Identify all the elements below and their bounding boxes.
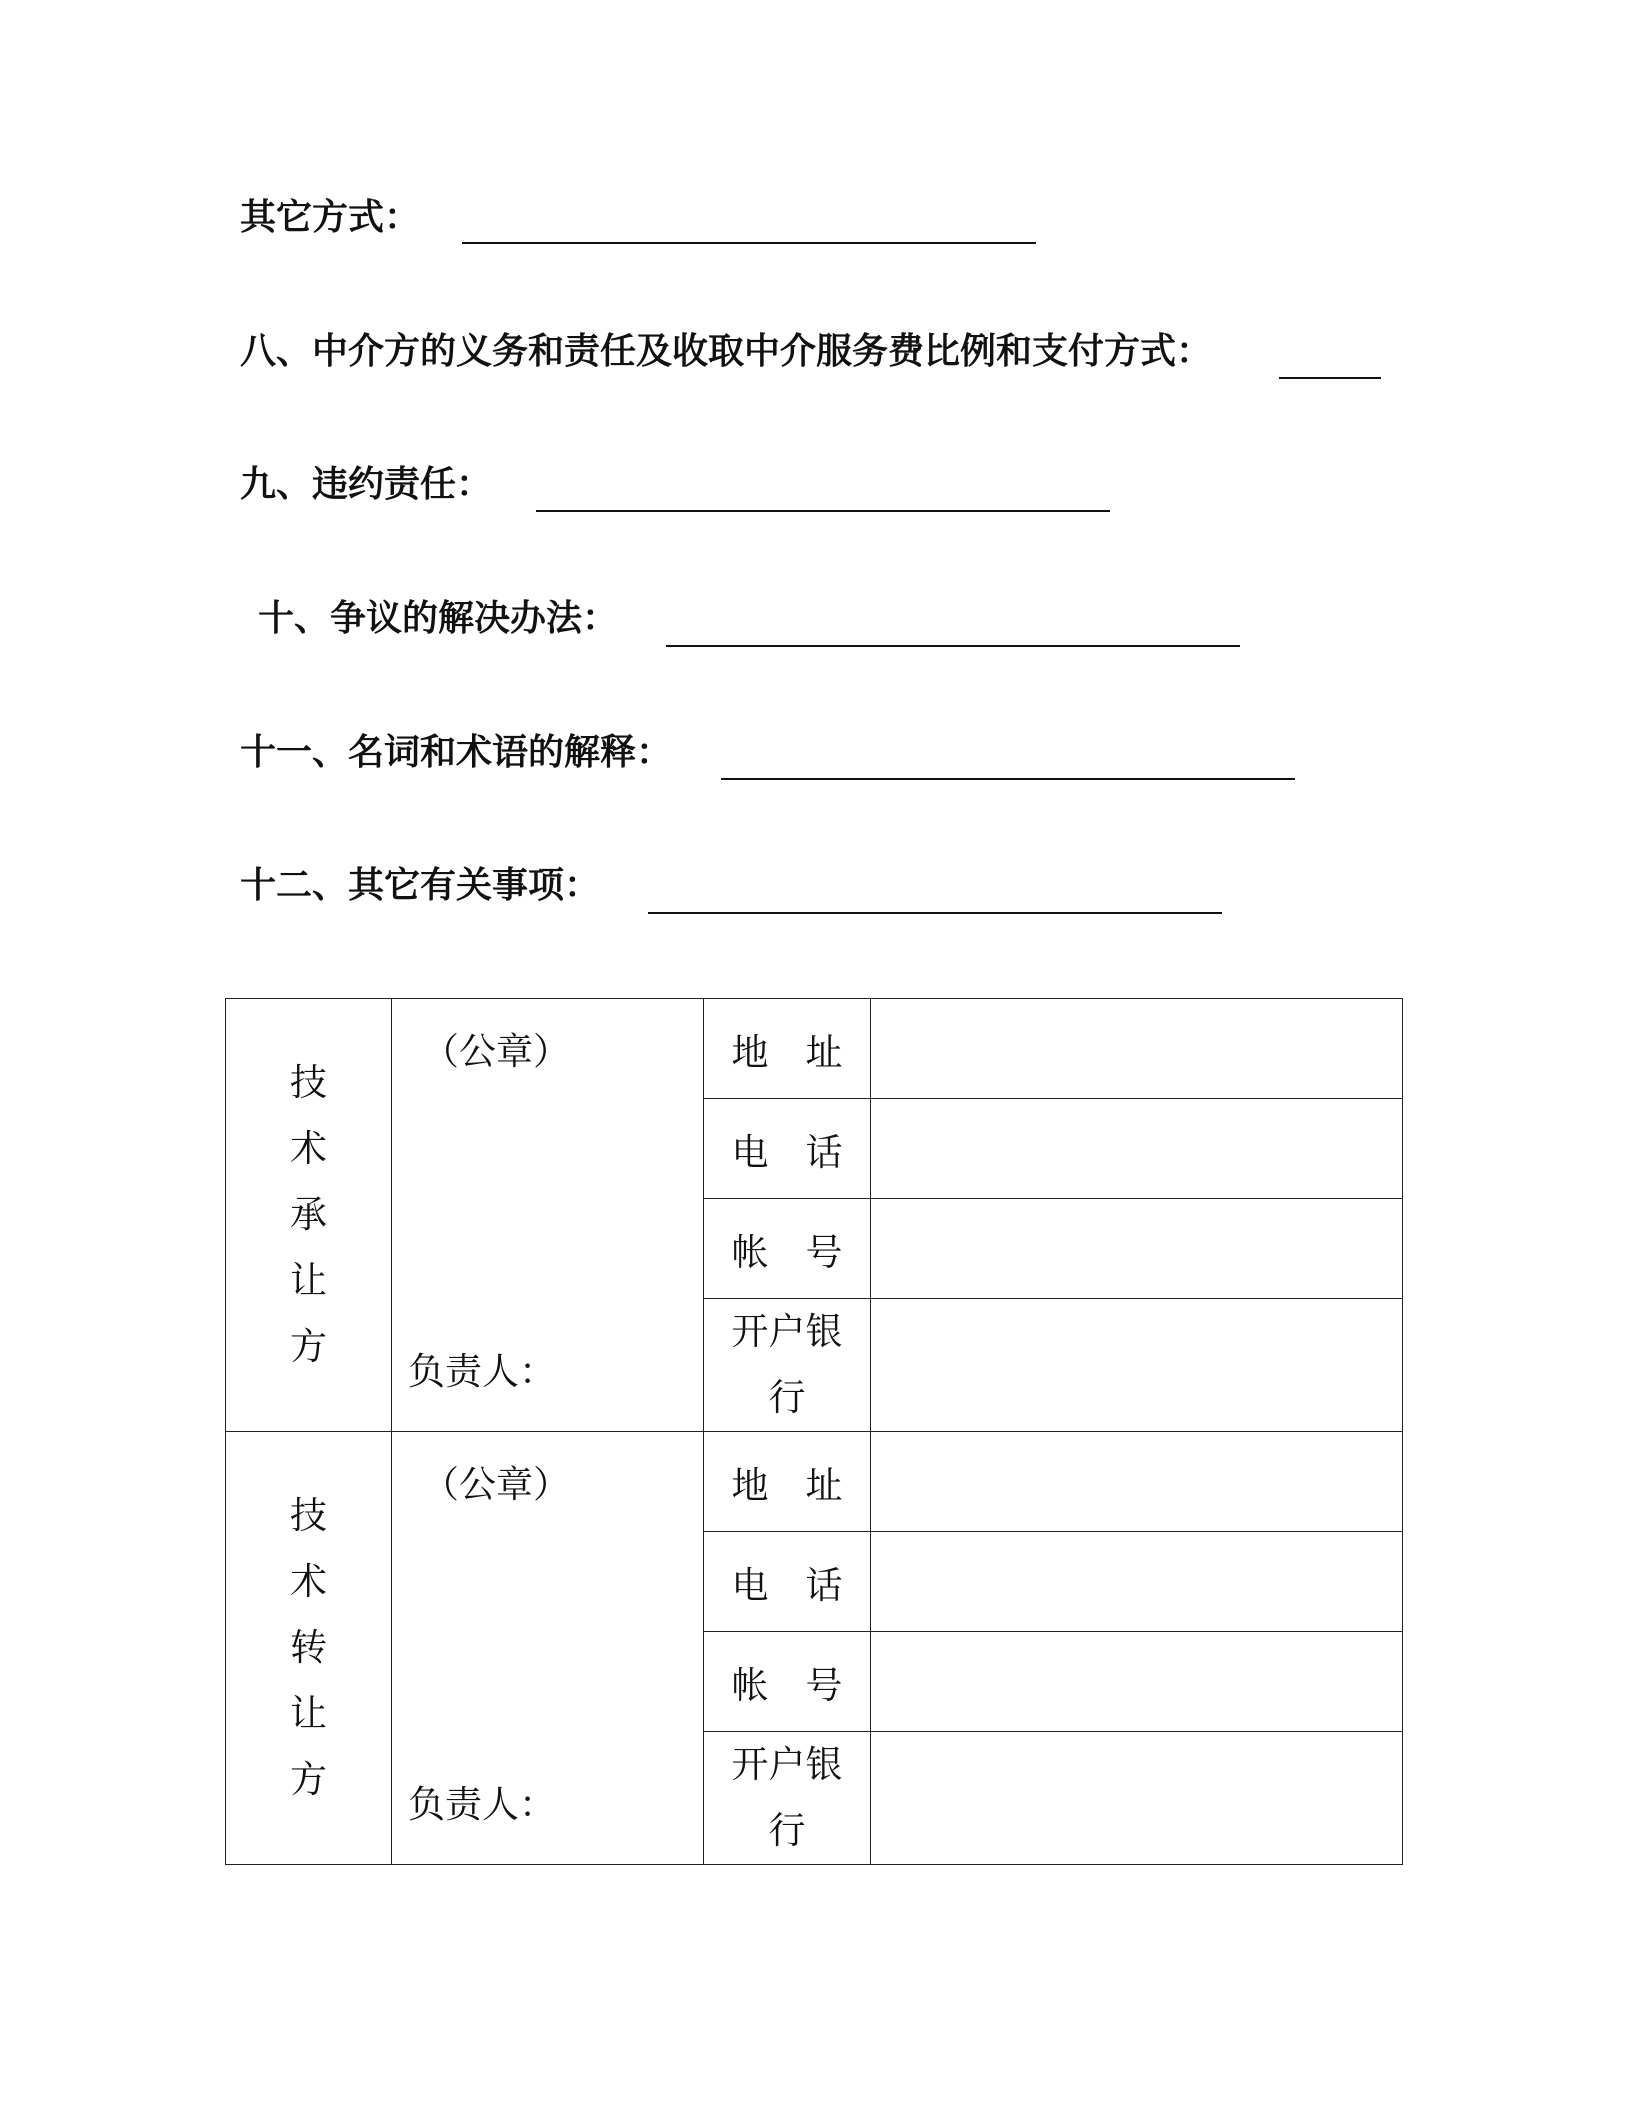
party-name-char: 让	[290, 1259, 327, 1302]
bank-label-line2: 行	[768, 1376, 806, 1419]
responsible-person-label: 负责人：	[408, 1350, 556, 1393]
party-name-char: 技	[290, 1061, 327, 1104]
party-1-account-value[interactable]	[871, 1199, 1403, 1299]
party-1-phone-value[interactable]	[871, 1099, 1403, 1199]
clause-11: 十一、名词和术语的解释：	[240, 732, 673, 773]
responsible-person-label: 负责人：	[408, 1783, 556, 1826]
clause-10: 十、争议的解决办法：	[258, 598, 619, 639]
party-2-account-value[interactable]	[871, 1632, 1403, 1732]
party-name-char: 术	[290, 1560, 327, 1603]
party-2-bank-value[interactable]	[871, 1732, 1403, 1865]
party-2-name	[226, 1432, 392, 1865]
account-label: 帐 号	[704, 1199, 871, 1299]
party-2-phone-value[interactable]	[871, 1532, 1403, 1632]
phone-label: 电 话	[704, 1532, 871, 1632]
seal-label: （公章）	[422, 1463, 570, 1506]
party-2-seal-cell[interactable]	[392, 1432, 704, 1865]
party-name-char: 方	[290, 1758, 327, 1801]
clause-8-blank[interactable]	[1279, 377, 1381, 379]
party-name-char: 让	[290, 1692, 327, 1735]
account-label: 帐 号	[704, 1632, 871, 1732]
clause-11-blank[interactable]	[721, 778, 1295, 780]
party-2-address-value[interactable]	[871, 1432, 1403, 1532]
party-2-address-row	[226, 1432, 1403, 1532]
bank-label-line1: 开户银	[731, 1310, 843, 1353]
clause-9: 九、违约责任：	[240, 464, 493, 505]
party-1-address-row	[226, 999, 1403, 1099]
party-name-char: 承	[290, 1193, 327, 1236]
bank-label	[704, 1732, 871, 1865]
other-methods-blank[interactable]	[462, 242, 1036, 244]
party-1-name	[226, 999, 392, 1432]
bank-label	[704, 1299, 871, 1432]
bank-label-line2: 行	[768, 1809, 806, 1852]
phone-label: 电 话	[704, 1099, 871, 1199]
party-name-char: 技	[290, 1494, 327, 1537]
clause-8: 八、中介方的义务和责任及收取中介服务费比例和支付方式：	[240, 331, 1213, 372]
bank-label-line1: 开户银	[731, 1743, 843, 1786]
clause-12: 十二、其它有关事项：	[240, 865, 601, 906]
party-1-seal-cell[interactable]	[392, 999, 704, 1432]
signature-table	[225, 998, 1403, 1865]
party-name-char: 术	[290, 1127, 327, 1170]
party-1-address-value[interactable]	[871, 999, 1403, 1099]
clause-12-blank[interactable]	[648, 912, 1222, 914]
seal-label: （公章）	[422, 1030, 570, 1073]
party-1-bank-value[interactable]	[871, 1299, 1403, 1432]
address-label: 地 址	[704, 999, 871, 1099]
clause-9-blank[interactable]	[536, 510, 1110, 512]
address-label: 地 址	[704, 1432, 871, 1532]
party-name-char: 转	[290, 1626, 327, 1669]
clause-other-methods: 其它方式：	[240, 197, 421, 238]
party-name-char: 方	[290, 1325, 327, 1368]
clause-10-blank[interactable]	[666, 645, 1240, 647]
